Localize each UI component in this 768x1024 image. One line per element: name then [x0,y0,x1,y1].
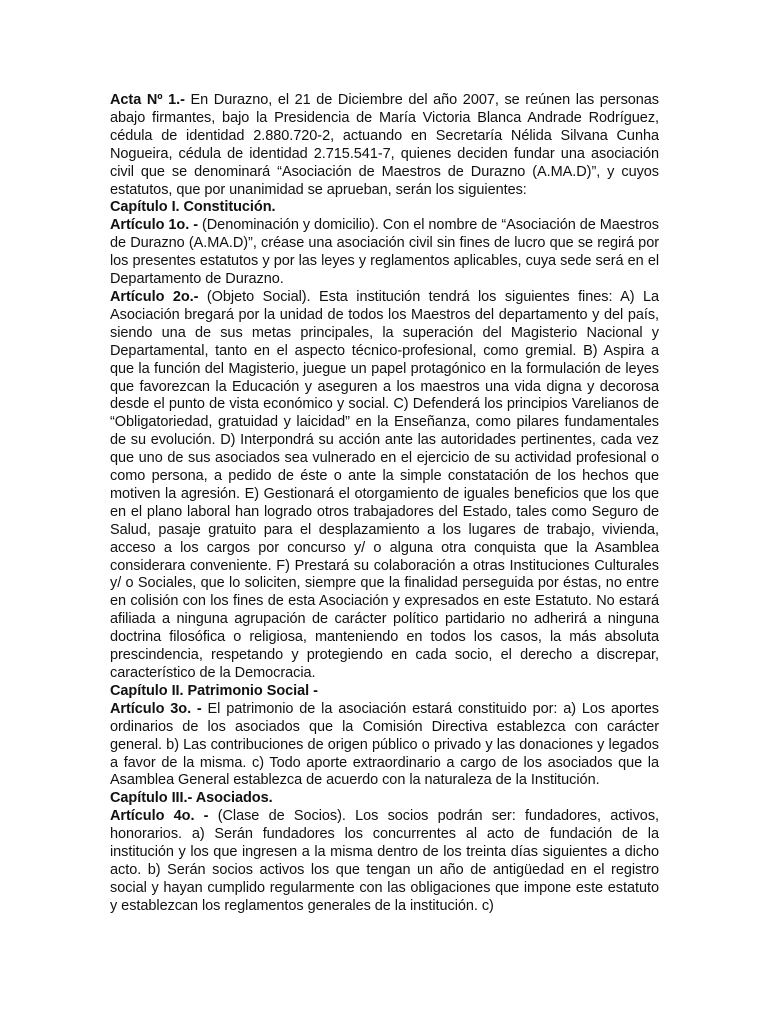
capitulo-2-heading: Capítulo II. Patrimonio Social - [110,682,318,699]
capitulo-3-heading: Capítulo III.- Asociados. [110,790,273,807]
articulo-2-paragraph [110,289,659,683]
articulo-2-label: Artículo 2o.- [110,288,199,305]
articulo-1-paragraph [110,217,659,289]
articulo-4-label: Artículo 4o. - [110,808,209,825]
document-page [110,92,659,916]
acta-text: En Durazno, el 21 de Diciembre del año 2007, se reúnen las personas abajo firmantes, bajo la Presidencia de María Victoria Blanca Andrade Rodríguez, cédula de identidad 2.880.720-2, actuando en Secretaría Nélida Silvana Cunha Nogueira, cédula de identidad 2.715.541-7, quienes deciden fundar una asociación civil que se denominará “Asociación de Maestros de Durazno (A.MA.D)”, y cuyos estatutos, que por unanimidad se aprueban, serán los siguientes: [110,92,660,198]
articulo-3-paragraph [110,701,659,791]
articulo-1-label: Artículo 1o. - [110,217,198,234]
articulo-4-text: (Clase de Socios). Los socios podrán ser: fundadores, activos, honorarios. a) Serán fundadores los concurrentes al acto de fundación de la institución y los que ingresen a la misma dentro de los treinta días siguientes a dicho acto. b) Serán socios activos los que tengan un año de antigüedad en el registro social y hayan cumplido regularmente con las obligaciones que impone este estatuto y establezcan los reglamentos generales de la institución. c) [110,808,659,914]
articulo-1-text: (Denominación y domicilio). Con el nombre de “Asociación de Maestros de Durazno (A.MA.D)”, créase una asociación civil sin fines de lucro que se regirá por los presentes estatutos y por las leyes y reglamentos aplicables, cuya sede será en el Departamento de Durazno. [110,217,659,288]
articulo-3-text: El patrimonio de la asociación estará constituido por: a) Los aportes ordinarios de los asociados que la Comisión Directiva establezca con carácter general. b) Las contribuciones de origen público o privado y las donaciones y legados a favor de la misma. c) Todo aporte extraordinario a cargo de los asociados que la Asamblea General establezca de acuerdo con la naturaleza de la Institución. [110,700,659,789]
articulo-4-paragraph [110,808,659,915]
acta-label: Acta Nº 1.- [110,92,185,108]
acta-paragraph [110,92,659,199]
capitulo-1-heading: Capítulo I. Constitución. [110,199,276,216]
articulo-3-label: Artículo 3o. - [110,700,202,717]
articulo-2-text: (Objeto Social). Esta institución tendrá los siguientes fines: A) La Asociación bregará por la unidad de todos los Maestros del departamento y del país, siendo una de sus metas principales, la superación del Magisterio Nacional y Departamental, tanto en el aspecto técnico-profesional, como gremial. B) Aspira a que la función del Magisterio, juegue un papel protagónico en la formulación de leyes que favorezcan la Educación y aseguren a los maestros una vida digna y decorosa desde el punto de vista económico y social. C) Defenderá los principios Varelianos de “Obligatoriedad, gratuidad y laicidad” en la Enseñanza, como pilares fundamentales de su evolución. D) Interpondrá su acción ante las autoridades pertinentes, cada vez que uno de sus asociados sea vulnerado en el ejercicio de su actividad profesional o como persona, a pedido de éste o ante la simple constatación de los hechos que motiven la agresión. E) Gestionará el otorgamiento de iguales beneficios que los que en el plano laboral han logrado otros trabajadores del Estado, tales como Seguro de Salud, pasaje gratuito para el desplazamiento a los lugares de trabajo, vivienda, acceso a los cargos por concurso y/ o alguna otra conquista que la Asamblea considerara conveniente. F) Prestará su colaboración a otras Instituciones Culturales y/ o Sociales, que lo soliciten, siempre que la finalidad perseguida por éstas, no entre en colisión con los fines de esta Asociación y expresados en este Estatuto. No estará afiliada a ninguna agrupación de carácter político partidario no adherirá a ninguna doctrina filosófica o religiosa, manteniendo en todos los casos, la más absoluta prescindencia, respetando y protegiendo en cada socio, el derecho a discrepar, característico de la Democracia. [110,288,660,681]
